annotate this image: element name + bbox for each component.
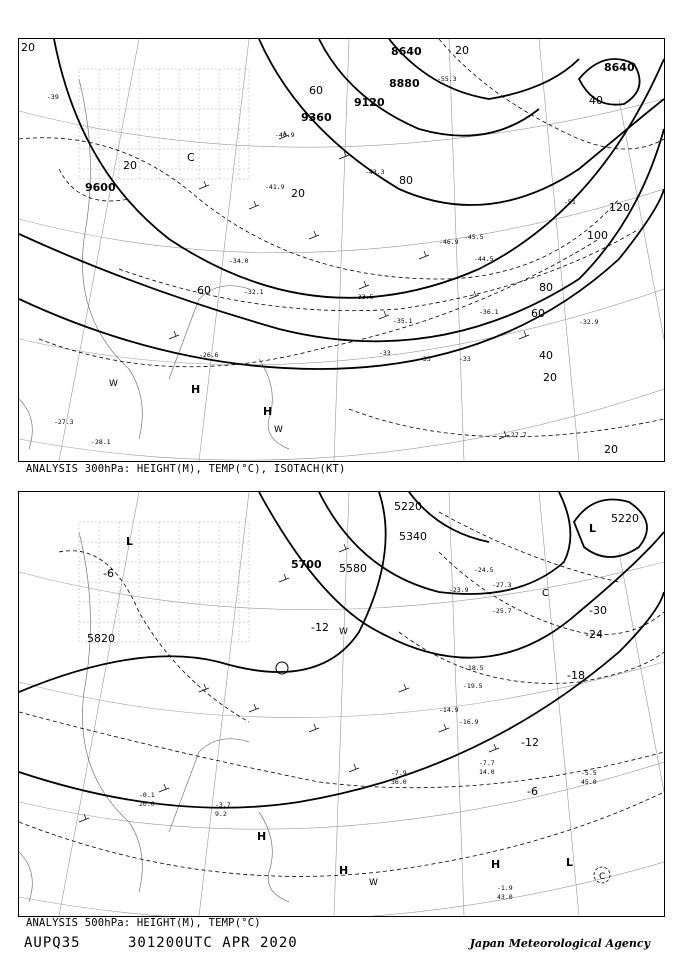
isotach-label: 120 (609, 201, 630, 214)
caption-500hpa: ANALYSIS 500hPa: HEIGHT(M), TEMP(°C) (26, 917, 261, 929)
isotach-label: 20 (604, 443, 618, 456)
low-center: L (589, 522, 597, 535)
map-300hpa-canvas (19, 39, 664, 461)
height-label: 8640 (604, 61, 635, 74)
temp-value: -35.1 (393, 317, 413, 325)
isotach-label: 20 (455, 44, 469, 57)
temp-value: -46.9 (439, 238, 459, 246)
height-label: 9600 (85, 181, 116, 194)
temp-value: -25.7 (492, 607, 512, 615)
temp-value: -27.3 (54, 418, 74, 426)
temp-value: -0.1 (139, 791, 155, 799)
isotach-label: 80 (399, 174, 413, 187)
high-center: H (339, 864, 349, 877)
high-center: H (491, 858, 501, 871)
temp-value: -28.1 (91, 438, 111, 446)
caption-300hpa: ANALYSIS 300hPa: HEIGHT(M), TEMP(°C), ISOTACH(KT) (26, 463, 346, 475)
temp-value: 20.0 (139, 800, 155, 808)
wind-barbs (169, 131, 529, 439)
height-label: 5700 (291, 558, 322, 571)
temp-value: -34.0 (229, 257, 249, 265)
height-label: 8880 (389, 77, 420, 90)
temp-value: -32.1 (244, 288, 264, 296)
temp-value: -33 (419, 355, 431, 363)
isotherms (19, 39, 664, 437)
height-label: 8640 (391, 45, 422, 58)
wind-barbs (79, 544, 499, 822)
temp-value: -24.5 (474, 566, 494, 574)
temp-value: -33 (459, 355, 471, 363)
height-label: 5820 (87, 632, 115, 645)
isotach-label: 60 (531, 307, 545, 320)
temp-value: -44.5 (474, 255, 494, 263)
isotherm-label: -12 (311, 621, 329, 634)
isotherm-label: -18 (567, 669, 585, 682)
height-label: 9360 (301, 111, 332, 124)
isotach-label: 60 (309, 84, 323, 97)
height-label: 5220 (394, 500, 422, 513)
terrain-hatch (79, 69, 249, 179)
isotach-label: 60 (197, 284, 211, 297)
low-center: L (126, 535, 134, 548)
temp-value: -23.9 (449, 586, 469, 594)
cold-center: C (187, 151, 195, 164)
temp-value: -16.9 (459, 718, 479, 726)
map-500hpa-canvas (19, 492, 664, 916)
height-label: 5580 (339, 562, 367, 575)
isotherm-label: -6 (103, 567, 114, 580)
isotherm-label: -24 (585, 628, 603, 641)
station-temps (139, 566, 597, 901)
temp-value: -19.5 (463, 682, 483, 690)
height-label: 5220 (611, 512, 639, 525)
cold-center: C (599, 872, 606, 882)
temp-value: -7.7 (479, 759, 495, 767)
warm-center: W (339, 627, 348, 637)
height-label: 5340 (399, 530, 427, 543)
temp-value: -1.9 (497, 884, 513, 892)
terrain-hatch (79, 522, 249, 642)
temp-value: 43.0 (497, 893, 513, 901)
chart-identifier: AUPQ35 (24, 935, 81, 951)
isotach-label: 20 (21, 41, 35, 54)
high-center: H (191, 383, 201, 396)
warm-center: W (109, 379, 118, 389)
isotach-label: 80 (539, 281, 553, 294)
isotach-label: 20 (123, 159, 137, 172)
temp-value: -33.5 (354, 293, 374, 301)
isotherm-label: -30 (589, 604, 607, 617)
warm-center: W (274, 425, 283, 435)
temp-value: -51 (564, 198, 576, 206)
warm-center: W (369, 878, 378, 888)
isotach-label: 20 (291, 187, 305, 200)
temp-value: -27.7 (507, 431, 527, 439)
isotherm-label: -12 (521, 736, 539, 749)
temp-value: -33 (379, 349, 391, 357)
temp-value: -14.9 (439, 706, 459, 714)
cold-center: C (542, 588, 549, 599)
temp-value: -43.3 (365, 168, 385, 176)
temp-value: -55.3 (437, 75, 457, 83)
analysis-500hpa-map (18, 491, 665, 917)
isotach-label: 40 (539, 349, 553, 362)
graticule (19, 39, 664, 461)
temp-value: -41.9 (265, 183, 285, 191)
temp-value: -27.3 (492, 581, 512, 589)
isotach-label: 20 (543, 371, 557, 384)
isotherm-label: -6 (527, 785, 538, 798)
height-contours (19, 492, 664, 808)
temp-value: -40.9 (275, 131, 295, 139)
temp-value: -26.6 (199, 351, 219, 359)
temp-value: -5.5 (581, 769, 597, 777)
high-center: H (263, 405, 273, 418)
high-center: H (257, 830, 267, 843)
temp-value: -45.5 (464, 233, 484, 241)
temp-value: -32.9 (579, 318, 599, 326)
height-label: 9120 (354, 96, 385, 109)
temp-value: 45.0 (581, 778, 597, 786)
temp-value: -39 (47, 93, 59, 101)
low-center: L (566, 856, 574, 869)
temp-value: 9.2 (215, 810, 227, 818)
agency-name: Japan Meteorological Agency (469, 937, 650, 950)
coastlines (19, 532, 289, 902)
valid-time: 301200UTC APR 2020 (128, 935, 298, 951)
analysis-300hpa-map (18, 38, 665, 462)
temp-value: -7.9 (391, 769, 407, 777)
isotach-label: 100 (587, 229, 608, 242)
temp-value: -3.7 (215, 801, 231, 809)
temp-value: -18.5 (464, 664, 484, 672)
isotach-label: 40 (589, 94, 603, 107)
temp-value: -36.1 (479, 308, 499, 316)
temp-value: 36.0 (391, 778, 407, 786)
temp-value: 14.0 (479, 768, 495, 776)
